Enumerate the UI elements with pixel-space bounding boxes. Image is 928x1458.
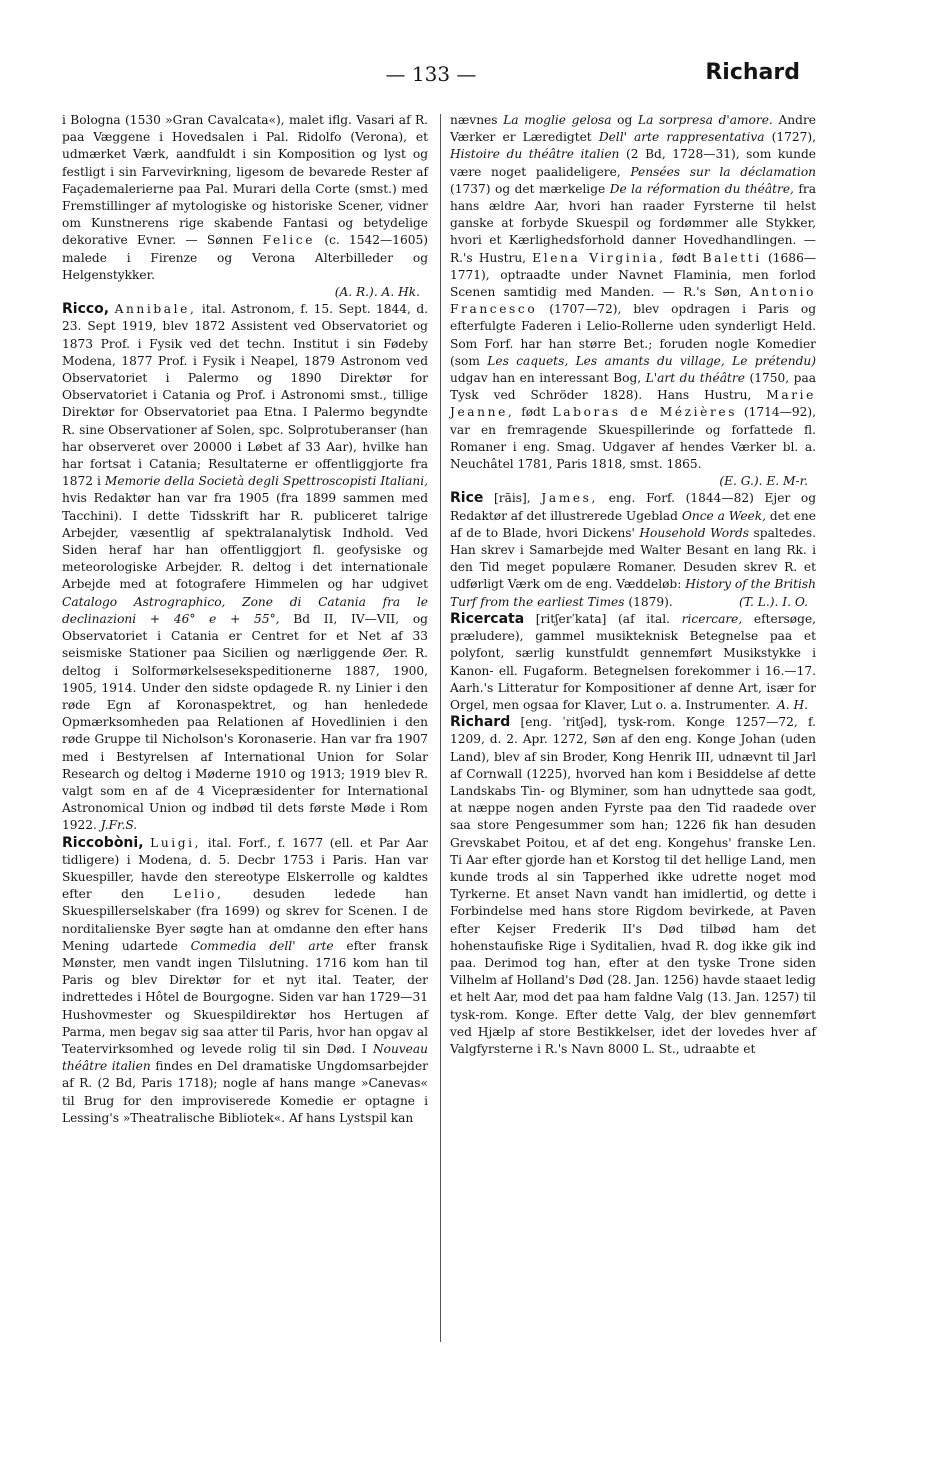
person-name: Antonio Francesco	[450, 285, 817, 317]
left-column	[62, 112, 428, 1352]
person-name: Luigi,	[150, 835, 202, 850]
entry-riccoboni: Riccobòni, Luigi, ital. Forf., f. 1677 (ell. et Par Aar tidligere) i Modena, d. 5. Decbr 1753 i Paris. Han var Skuespiller, havde den stereotype Elskerrolle og kaldtes efter den Lelio, desuden ledede han Skuespillerselskaber (fra 1699) og skrev for Scenen. I de norditalienske Byer søgte han at omdanne den efter hans Mening udartede Commedia dell' arte efter fransk Mønster, men vandt ingen Tilslutning. 1716 kom han til Paris og blev Direktør for et nyt ital. Teater, der indrettedes i Hôtel de Bourgogne. Siden var han 1729—31 Hushovmester og Skuespildirektør hos Hertugen af Parma, men begav sig saa atter til Paris, hvor han opgav al Teatervirksomhed og levede rolig til sin Død. I Nouveau théâtre italien findes en Del dramatiske Ungdomsarbejder af R. (2 Bd, Paris 1718); nogle af hans mange »Canevas« til Brug for den improviserede Komedie er optagne i Lessing's »Theatralische Bibliotek«. Af hans Lystspil kan	[62, 834, 429, 1125]
author-signature: (A. R.). A. Hk.	[334, 285, 420, 300]
headword: Richard	[450, 714, 511, 731]
person-name: James,	[541, 491, 599, 506]
headword: Ricercata	[450, 610, 525, 627]
person-name: Marie Jeanne,	[450, 388, 816, 420]
entry-continuation: nævnes La moglie gelosa og La sorpresa d'amore. Andre Værker er Læredigtet Dell' arte rappresentativa (1727), Histoire du théâtre italien (2 Bd, 1728—31), som kunde være noget paalideligere, Pensées sur la déclamation (1737) og det mærkelige De la réformation du théâtre, fra hans ældre Aar, hvori han raader Fyrsterne til helst ganske at forbyde Skuespil og fordømmer alle Stykker, hvori et Kærlighedsforhold danner Hovedhandlingen. — R.'s Hustru, Elena Virginia, født Baletti (1686—1771), optraadte under Navnet Flaminia, men forlod Scenen samtidig med Manden. — R.'s Søn, Antonio Francesco (1707—72), blev opdragen i Paris og efterfulgte Faderen i Lelio-Rollerne uden synderligt Held. Som Forf. har han større Bet.; foruden nogle Komedier (som Les caquets, Les amants du village, Le prétendu) udgav han en interessant Bog, L'art du théâtre (1750, paa Tysk ved Schröder 1828). Hans Hustru, Marie Jeanne, født Laboras de Mézières (1714—92), var en fremragende Skuespillerinde og forfattede fl. Romaner i eng. Smag. Udgaver af hendes Værker bl. a. Neuchâtel 1781, Paris 1818, smst. 1865. (E. G.). E. M-r.	[450, 112, 816, 490]
headword: Rice	[450, 490, 484, 507]
entry-richard: Richard [eng. ˈritʃəd], tysk-rom. Konge 1257—72, f. 1209, d. 2. Apr. 1272, Søn af den eng. Konge Johan (uden Land), blev af sin Broder, Kong Henrik III, udnævnt til Jarl af Cornwall (1225), hvorved han kom i Besiddelse af dette Landskabs Tin- og Blyminer, som han udnyttede saa godt, at næppe nogen anden Fyrste paa den Tid raadede over saa store Pengesummer som han; 1226 fik han desuden Grevskabet Poitou, et af det eng. Kongehus' franske Len. Ti Aar efter gjorde han et Korstog til det hellige Land, men kunde trods al sin Tapperhed ikke udrette noget mod Tyrkerne. Et anset Navn vandt han imidlertid, og dette i Forbindelse med hans store Rigdom bevirkede, at Paven efter Kejser Frederik II's Død tilbød ham det hohenstaufiske Rige i Syditalien, hvad R. dog ikke gik ind paa. Derimod tog han, efter at den tyske Trone siden Vilhelm af Holland's Død (28. Jan. 1256) havde staaet ledig et helt Aar, mod det paa ham faldne Valg (13. Jan. 1257) til tysk-rom. Konge. Efter dette Valg, der blev gennemført ved Hjælp af store Bestikkelser, idet der lovedes hver af Valgfyrsterne i R.'s Navn 8000 L. St., udraabte et	[450, 714, 816, 1056]
entry-ricercata: Ricercata [ritʃerˈkata] (af ital. ricercare, eftersøge, præludere), gammel musikteknisk Betegnelse paa et polyfont, særlig kunstfuldt gennemført Musikstykke i Kanon- ell. Fugaform. Betegnelsen forekommer i 16.—17. Aarh.'s Litteratur for Kompositioner af denne Art, især for Orgel, men ogsaa for Klaver, Lut o. a. Instrumenter. A. H.	[450, 611, 816, 714]
author-signature: (T. L.). I. O.	[738, 594, 808, 609]
column-divider	[440, 114, 441, 1342]
author-signature: A. H.	[776, 697, 808, 712]
person-name: Annibale,	[114, 302, 197, 317]
page-number: — 133 —	[385, 62, 477, 86]
page-header	[62, 62, 800, 92]
entry-rice: Rice [rāis], James, eng. Forf. (1844—82) Ejer og Redaktør af det illustrerede Ugeblad Once a Week, det ene af de to Blade, hvori Dickens' Household Words spaltedes. Han skrev i Samarbejde med Walter Besant en lang Rk. i den Tid meget populære Romaner. Desuden skrev R. et udførligt Værk om de eng. Væddeløb: History of the British Turf from the earliest Times (1879). (T. L.). I. O.	[450, 490, 816, 610]
running-head: Richard	[705, 60, 800, 85]
right-column	[450, 112, 816, 1352]
pronunciation: [rāis],	[494, 491, 531, 506]
author-signature: (E. G.). E. M-r.	[719, 474, 808, 489]
person-name: Elena Virginia,	[532, 250, 666, 265]
headword: Riccobòni,	[62, 834, 144, 851]
entry-continuation: i Bologna (1530 »Gran Cavalcata«), malet iflg. Vasari af R. paa Væggene i Hovedsalen i Pal. Ridolfo (Verona), et udmærket Værk, aandfuldt i sin Komposition og lyst og festligt i sin Farvevirkning, ligesom de bevarede Rester af Façademalerierne paa Pal. Murari della Corte (smst.) med Fremstillinger af mytologiske og historiske Scener, vidner om Kunstnerens rige skabende Fantasi og betydelige dekorative Evner. — Sønnen Felice (c. 1542—1605) malede i Firenze og Verona Alterbilleder og Helgenstykker. (A. R.). A. Hk.	[62, 112, 428, 301]
person-name: Felice	[262, 233, 316, 248]
entry-ricco: Ricco, Annibale, ital. Astronom, f. 15. Sept. 1844, d. 23. Sept 1919, blev 1872 Assistent ved Observatoriet og 1873 Prof. i Fysik ved det techn. Institut i sin Fødeby Modena, 1877 Prof. i Fysik i Neapel, 1879 Astronom ved Observatoriet i Palermo og 1890 Direktør for Observatoriet i Catania og Prof. i Astronomi smst., tillige Direktør for Observatoriet paa Etna. I Palermo begyndte R. sine Observationer af Solen, spc. Solprotuberanser (han har observeret over 20000 i Løbet af 33 Aar), hvilke han har fortsat i Catania; Resultaterne er offentliggjorte fra 1872 i Memorie della Società degli Spettroscopisti Italiani, hvis Redaktør han var fra 1905 (fra 1899 sammen med Tacchini). I dette Tidsskrift har R. publiceret talrige Arbejder, væsentlig af spektralanalytisk Indhold. Ved Siden heraf har han offentliggjort fl. geofysiske og meteorologiske Arbejder. R. deltog i det internationale Arbejde med at fotografere Himmelen og har udgivet Catalogo Astrographico, Zone di Catania fra le declinazioni + 46° e + 55°, Bd II, IV—VII, og Observatoriet i Catania er Centret for et Net af 33 seismiske Stationer paa Sicilien og nærliggende Øer. R. deltog i Solformørkelsesekspeditionerne 1887, 1900, 1905, 1914. Under den sidste opdagede R. ny Linier i den røde Egn af Koronaspektret, og han henledede Opmærksomheden paa Relationen af Hovedlinien i den røde Gruppe til Nicholson's Koronaserie. Han var fra 1907 med i Bestyrelsen af International Union for Solar Research og deltog i Møderne 1910 og 1913; 1919 blev R. valgt som en af de 4 Vicepræsidenter for International Astronomical Union og indbød til dets første Møde i Rom 1922. J.Fr.S.	[62, 301, 429, 833]
author-signature: J.Fr.S.	[100, 818, 138, 833]
headword: Ricco,	[62, 301, 110, 318]
